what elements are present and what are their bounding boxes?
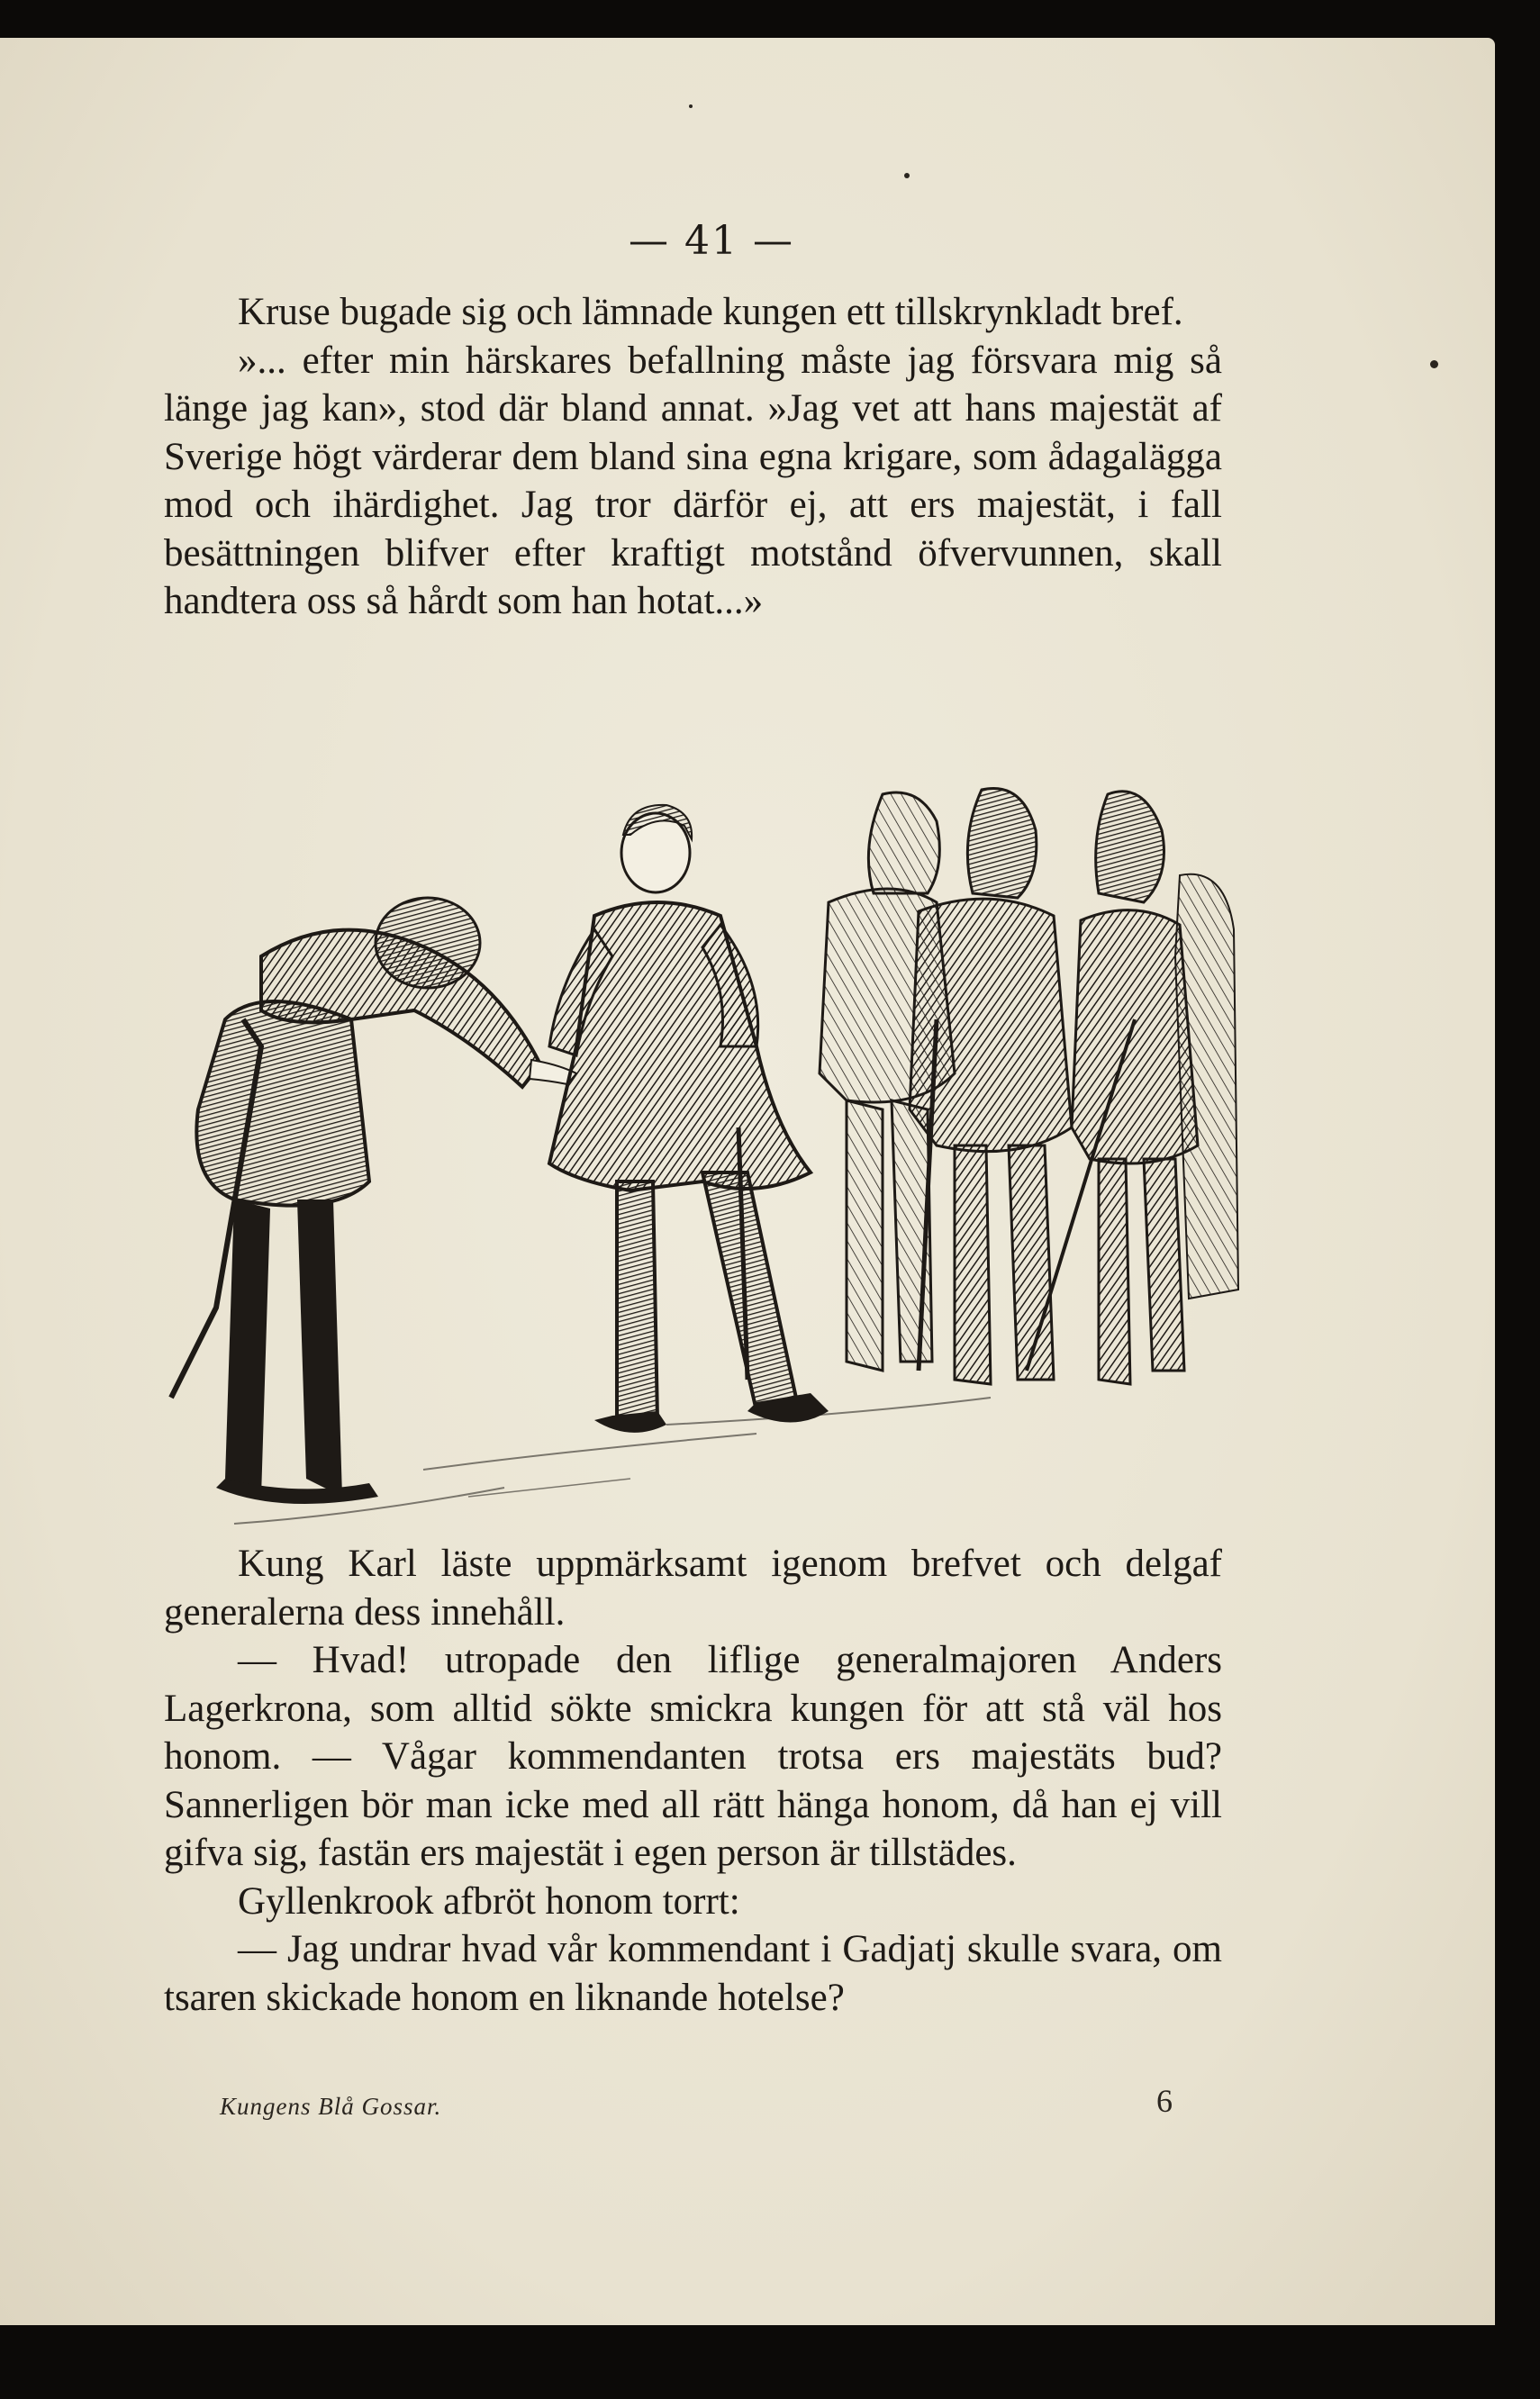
footer-signature: 6 xyxy=(1156,2083,1173,2119)
paragraph: — Hvad! utropade den liflige generalmajoren Anders Lagerkrona, som alltid sökte smickra kungen för att stå väl hos honom. — Vågar kommendanten trotsa ers majestäts bud? Sannerligen bör man icke med all rätt hänga honom, då han ej vill gifva sig, fastän ers majestät i egen person är tillstädes. xyxy=(164,1639,1222,1874)
paragraph: Kung Karl läste uppmärksamt igenom brefvet och delgaf generalerna dess innehåll. xyxy=(164,1543,1222,1634)
paragraph: Gyllenkrook afbröt honom torrt: xyxy=(238,1879,740,1923)
paragraph: — Jag undrar hvad vår kommendant i Gadjatj skulle svara, om tsaren skickade honom en liknande hotelse? xyxy=(164,1928,1222,2019)
text-block-bottom xyxy=(164,1540,1222,2022)
paragraph: »... efter min härskares befallning måste jag försvara mig så länge jag kan», stod där bland annat. »Jag vet att hans majestät af Sverige högt värderar dem bland sina egna krigare, som ådagalägga mod och ihärdighet. Jag tror därför ej, att ers majestät, i fall besättningen blifver efter kraftigt motstånd öfvervunnen, skall handtera oss så hårdt som han hotat...» xyxy=(164,339,1222,622)
text-block-top xyxy=(164,288,1222,626)
book-page xyxy=(0,38,1495,2325)
page-number: — 41 — xyxy=(629,218,794,264)
engraving-illustration xyxy=(126,749,1243,1542)
paragraph: Kruse bugade sig och lämnade kungen ett tillskrynkladt bref. xyxy=(238,291,1183,333)
ink-speck xyxy=(1430,360,1438,368)
figure-bowing-officer xyxy=(171,898,576,1504)
figures-generals xyxy=(820,788,1238,1384)
ink-speck xyxy=(689,104,693,108)
figure-king xyxy=(549,805,829,1433)
ink-speck xyxy=(904,173,910,178)
footer-book-title: Kungens Blå Gossar. xyxy=(220,2093,442,2120)
